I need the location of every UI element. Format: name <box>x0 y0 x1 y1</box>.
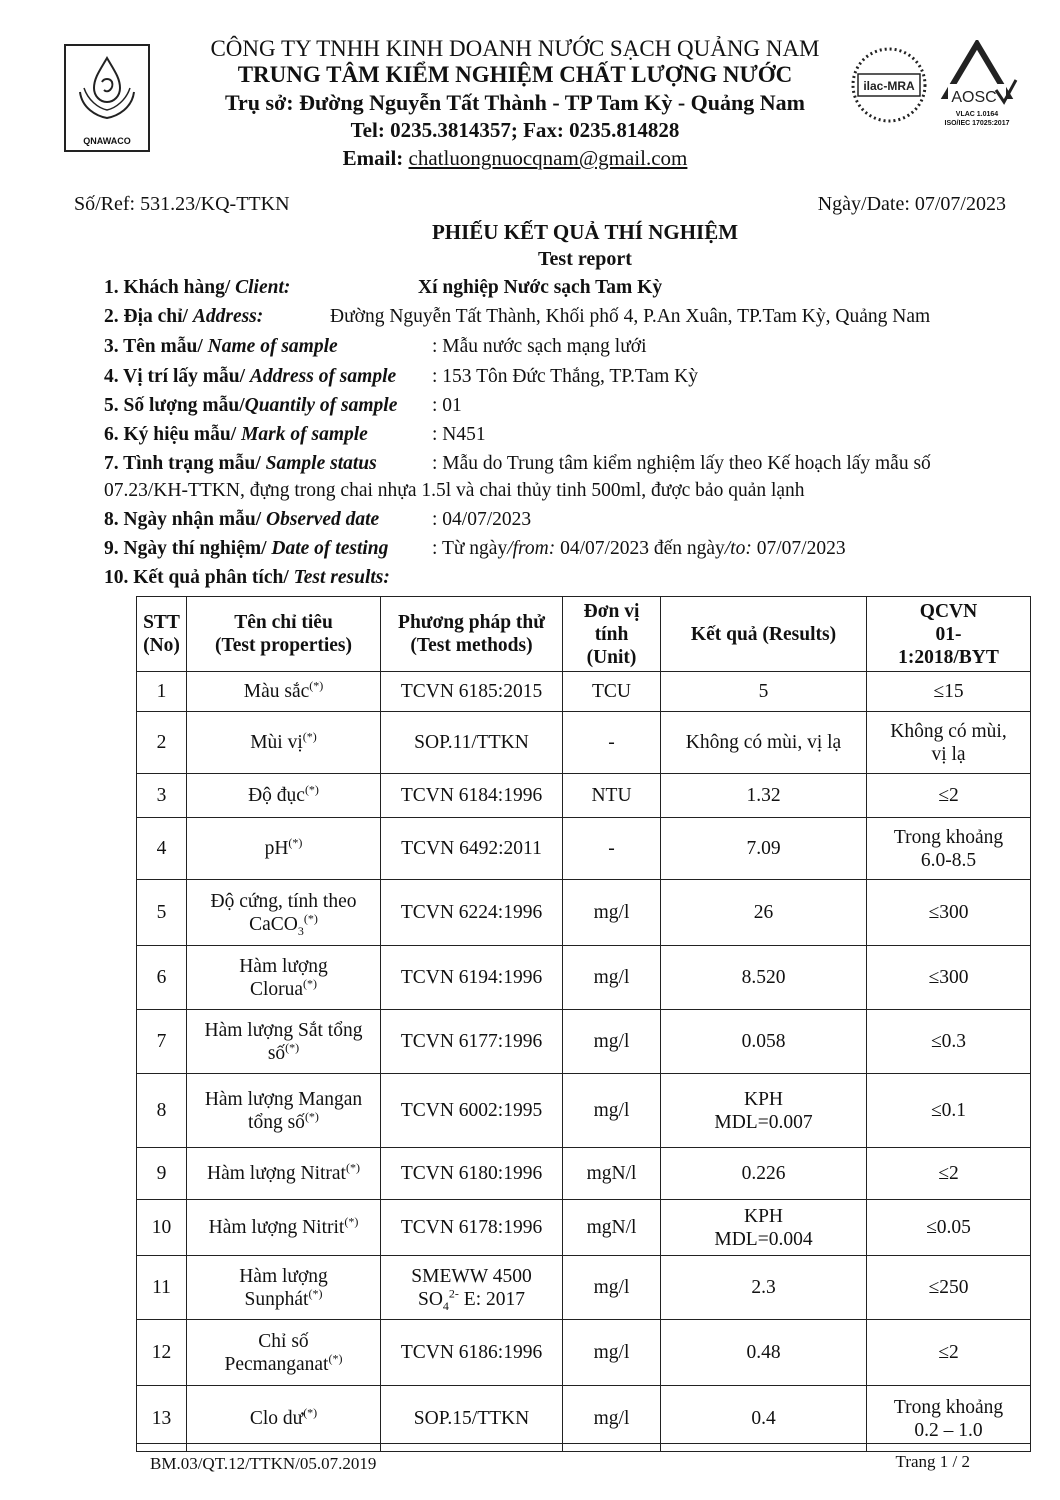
cell-result <box>661 1320 867 1386</box>
sample-status-value-line2: 07.23/KH-TTKN, đựng trong chai nhựa 1.5l và chai thủy tinh 500ml, được bảo quản lạnh <box>104 480 805 501</box>
cell-text: Hàm lượng Mangan <box>204 1088 363 1110</box>
report-title: PHIẾU KẾT QUẢ THÍ NGHIỆM <box>431 220 739 244</box>
aosc-vlac-number: VLAC 1.0164 <box>955 111 999 118</box>
sample-status-label: 7. Tình trạng mẫu/ Sample status <box>104 453 377 474</box>
cell-text: ≤0.3 <box>930 1031 967 1052</box>
cell-text: Clorua <box>249 978 304 1000</box>
cell-method <box>381 1320 563 1386</box>
col-header-property: Tên chỉ tiêu (Test properties) <box>187 597 381 672</box>
cell-method <box>381 1200 563 1256</box>
logo-caption: QNAWACO <box>83 136 131 146</box>
cell-result <box>661 1074 867 1148</box>
aosc-accreditation <box>934 110 1020 128</box>
cell-result <box>661 1386 867 1452</box>
cell-standard-limit <box>867 672 1031 712</box>
cell-text: 2 <box>156 732 167 753</box>
cell-text: Độ cứng, tính theo <box>210 890 357 912</box>
cell-no <box>137 1386 187 1452</box>
sample-name-row <box>104 336 338 358</box>
cell-method <box>381 1148 563 1200</box>
table-row <box>137 712 1031 774</box>
cell-no <box>137 712 187 774</box>
cell-text: ≤300 <box>928 902 969 923</box>
accredited-marker: (*) <box>285 1040 300 1054</box>
cell-text: Hàm lượng <box>239 955 328 977</box>
cell-text: Mùi vị <box>250 732 303 753</box>
aosc-triangle-icon <box>934 40 1020 110</box>
cell-text: mg/l <box>593 1277 630 1298</box>
cell-text: TCVN 6185:2015 <box>400 681 543 702</box>
cell-text: KPH <box>743 1205 783 1227</box>
accredited-marker: (*) <box>303 1405 318 1420</box>
form-code: BM.03/QT.12/TTKN/05.07.2019 <box>150 1454 377 1473</box>
cell-text: 7.09 <box>746 838 781 859</box>
col-header-unit: Đơn vị tính (Unit) <box>563 597 661 672</box>
table-row <box>137 1074 1031 1148</box>
aosc-logo <box>934 40 1020 132</box>
cell-text: 6 <box>156 967 167 988</box>
table-row <box>137 1386 1031 1452</box>
sample-quantity-value: : 01 <box>432 395 462 416</box>
cell-text: 12 <box>151 1342 172 1363</box>
cell-property <box>187 1200 381 1256</box>
table-row <box>137 1256 1031 1320</box>
cell-text: ≤2 <box>938 785 959 806</box>
cell-text: mgN/l <box>586 1217 637 1238</box>
col-header-no: STT (No) <box>137 597 187 672</box>
sample-mark-label: 6. Ký hiệu mẫu/ Mark of sample <box>104 424 368 445</box>
accredited-marker: (*) <box>328 1351 343 1365</box>
aosc-text: AOSC <box>951 89 997 106</box>
cell-property <box>187 1386 381 1452</box>
accredited-marker: (*) <box>344 1214 359 1229</box>
cell-unit <box>563 1148 661 1200</box>
table-row <box>137 672 1031 712</box>
cell-text: MDL=0.007 <box>714 1111 813 1133</box>
cell-unit <box>563 946 661 1010</box>
cell-result <box>661 880 867 946</box>
cell-text: mgN/l <box>586 1163 637 1184</box>
cell-standard-limit <box>867 1320 1031 1386</box>
cell-text: SMEWW 4500 <box>411 1265 532 1287</box>
cell-text: ≤300 <box>928 967 969 988</box>
company-phone: Tel: 0235.3814357; Fax: 0235.814828 <box>350 118 680 142</box>
cell-standard-limit <box>867 774 1031 818</box>
cell-text: mg/l <box>593 902 630 923</box>
cell-property <box>187 1256 381 1320</box>
cell-property <box>187 880 381 946</box>
company-address: Trụ sở: Đường Nguyễn Tất Thành - TP Tam Kỳ - Quảng Nam <box>225 90 805 115</box>
test-results-label: 10. Kết quả phân tích/ Test results: <box>104 567 390 588</box>
company-name: CÔNG TY TNHH KINH DOANH NƯỚC SẠCH QUẢNG NAM <box>210 36 820 61</box>
cell-text: 0.058 <box>741 1031 786 1052</box>
cell-method <box>381 774 563 818</box>
sample-quantity-row <box>104 395 397 417</box>
table-row <box>137 1200 1031 1256</box>
water-drop-hands-icon <box>72 52 142 132</box>
cell-method <box>381 1074 563 1148</box>
cell-text: TCVN 6184:1996 <box>400 785 543 806</box>
sample-mark-value: : N451 <box>432 424 486 445</box>
cell-text: SO <box>417 1288 443 1310</box>
reference-number: Số/Ref: 531.23/KQ-TTKN <box>74 193 290 215</box>
cell-text: TCVN 6492:2011 <box>401 838 542 859</box>
cell-text: mg/l <box>593 1408 630 1429</box>
accredited-marker: (*) <box>309 678 324 693</box>
cell-method <box>381 1386 563 1452</box>
cell-property <box>187 946 381 1010</box>
table-row <box>137 818 1031 880</box>
cell-text: Độ đục <box>248 785 305 806</box>
cell-no <box>137 774 187 818</box>
results-table <box>136 596 1031 1452</box>
cell-no <box>137 946 187 1010</box>
cell-standard-limit <box>867 1074 1031 1148</box>
cell-property <box>187 1320 381 1386</box>
center-name: TRUNG TÂM KIỂM NGHIỆM CHẤT LƯỢNG NƯỚC <box>237 62 793 87</box>
cell-unit <box>563 712 661 774</box>
cell-standard-limit <box>867 1200 1031 1256</box>
cell-text: TCVN 6178:1996 <box>400 1217 543 1238</box>
cell-text: TCVN 6186:1996 <box>400 1342 543 1363</box>
cell-unit <box>563 1074 661 1148</box>
cell-text: ≤2 <box>938 1163 959 1184</box>
sample-location-value: : 153 Tôn Đức Thắng, TP.Tam Kỳ <box>432 366 698 387</box>
cell-result <box>661 818 867 880</box>
client-label: 1. Khách hàng/ Client: <box>104 277 291 298</box>
cell-text: Hàm lượng Nitrat <box>207 1163 346 1184</box>
cell-unit <box>563 1256 661 1320</box>
cell-unit <box>563 1386 661 1452</box>
cell-text: 1 <box>156 681 167 702</box>
cell-text: Hàm lượng <box>239 1265 328 1287</box>
cell-text: 6.0-8.5 <box>920 849 977 871</box>
cell-property <box>187 1010 381 1074</box>
cell-method <box>381 880 563 946</box>
cell-text: 5 <box>156 902 167 923</box>
cell-text: SOP.15/TTKN <box>413 1408 530 1429</box>
cell-method <box>381 1256 563 1320</box>
cell-text: 26 <box>753 902 774 923</box>
sample-location-label: 4. Vị trí lấy mẫu/ Address of sample <box>104 366 397 387</box>
cell-no <box>137 880 187 946</box>
cell-text: ≤250 <box>928 1277 969 1298</box>
cell-text: ≤0.05 <box>926 1217 971 1238</box>
cell-text: ≤2 <box>938 1342 959 1363</box>
cell-result <box>661 1256 867 1320</box>
cell-text: 7 <box>156 1031 167 1052</box>
cell-property <box>187 712 381 774</box>
cell-text: Clo dư <box>249 1408 304 1429</box>
superscript: 2- <box>448 1286 459 1300</box>
cell-text: Pecmanganat <box>224 1353 329 1375</box>
cell-text: mg/l <box>593 1342 630 1363</box>
cell-text: Hàm lượng Sắt tổng <box>204 1019 363 1041</box>
cell-text: TCVN 6180:1996 <box>400 1163 543 1184</box>
cell-property <box>187 672 381 712</box>
cell-text: 11 <box>152 1277 171 1298</box>
cell-text: ≤0.1 <box>930 1100 967 1121</box>
cell-standard-limit <box>867 818 1031 880</box>
client-row <box>104 277 290 299</box>
table-row <box>137 1010 1031 1074</box>
aosc-iso-standard: ISO/IEC 17025:2017 <box>944 120 1010 127</box>
cell-unit <box>563 818 661 880</box>
sample-name-label: 3. Tên mẫu/ Name of sample <box>104 336 338 357</box>
cell-text: số <box>267 1042 286 1064</box>
cell-property <box>187 818 381 880</box>
cell-method <box>381 818 563 880</box>
cell-no <box>137 818 187 880</box>
cell-unit <box>563 880 661 946</box>
cell-standard-limit <box>867 1386 1031 1452</box>
address-label: 2. Địa chỉ/ Address: <box>104 306 264 327</box>
sample-location-row <box>104 366 396 388</box>
cell-text: E: 2017 <box>458 1288 526 1310</box>
accredited-marker: (*) <box>303 911 318 925</box>
results-body <box>137 672 1031 1452</box>
cell-text: Hàm lượng Nitrit <box>208 1217 345 1238</box>
cell-standard-limit <box>867 946 1031 1010</box>
cell-result <box>661 1148 867 1200</box>
cell-unit <box>563 672 661 712</box>
cell-text: 3 <box>156 785 167 806</box>
cell-text: 10 <box>151 1217 172 1238</box>
table-row <box>137 774 1031 818</box>
email-label: Email: <box>342 146 409 170</box>
cell-unit <box>563 774 661 818</box>
cell-text: 8 <box>156 1100 167 1121</box>
cell-method <box>381 672 563 712</box>
ilac-mra-seal-icon <box>848 44 930 126</box>
accredited-marker: (*) <box>304 782 319 797</box>
report-date: Ngày/Date: 07/07/2023 <box>817 193 1006 215</box>
testing-date-value: : Từ ngày/from: 04/07/2023 đến ngày/to: 07/07/2023 <box>432 538 846 559</box>
observed-date-label: 8. Ngày nhận mẫu/ Observed date <box>104 509 380 530</box>
col-header-standard: QCVN 01- 1:2018/BYT <box>867 597 1031 672</box>
cell-text: 13 <box>151 1408 172 1429</box>
cell-text: Màu sắc <box>243 681 310 702</box>
sample-mark-row <box>104 424 368 446</box>
cell-text: TCVN 6224:1996 <box>400 902 543 923</box>
observed-date-value: : 04/07/2023 <box>432 509 532 530</box>
sample-status-value-line1: : Mẫu do Trung tâm kiểm nghiệm lấy theo Kế hoạch lấy mẫu số <box>432 453 931 474</box>
cell-text: 0.226 <box>741 1163 786 1184</box>
cell-method <box>381 1010 563 1074</box>
table-row <box>137 1148 1031 1200</box>
cell-property <box>187 1148 381 1200</box>
address-value: Đường Nguyễn Tất Thành, Khối phố 4, P.An Xuân, TP.Tam Kỳ, Quảng Nam <box>330 306 931 327</box>
cell-text: 1.32 <box>746 785 781 806</box>
ilac-text: ilac-MRA <box>863 79 915 93</box>
cell-no <box>137 1256 187 1320</box>
cell-text: mg/l <box>593 967 630 988</box>
cell-text: TCVN 6177:1996 <box>400 1031 543 1052</box>
cell-text: Sunphát <box>244 1288 309 1310</box>
table-row <box>137 1320 1031 1386</box>
address-row <box>104 306 263 328</box>
cell-text: mg/l <box>593 1100 630 1121</box>
accredited-marker: (*) <box>303 976 318 990</box>
page-number: Trang 1 / 2 <box>895 1452 970 1471</box>
cell-text: Chỉ số <box>258 1330 309 1352</box>
cell-no <box>137 672 187 712</box>
cell-standard-limit <box>867 1148 1031 1200</box>
col-header-result: Kết quả (Results) <box>661 597 867 672</box>
sample-name-value: : Mẫu nước sạch mạng lưới <box>432 336 647 357</box>
footer-divider <box>136 1443 1030 1444</box>
cell-text: 8.520 <box>741 967 786 988</box>
test-results-heading <box>104 567 390 589</box>
cell-text: 4 <box>156 838 167 859</box>
cell-text: NTU <box>591 785 632 806</box>
company-email <box>150 146 880 171</box>
cell-no <box>137 1010 187 1074</box>
cell-property <box>187 774 381 818</box>
email-link[interactable]: chatluongnuocqnam@gmail.com <box>408 146 688 170</box>
cell-unit <box>563 1320 661 1386</box>
cell-no <box>137 1074 187 1148</box>
testing-date-row <box>104 538 388 560</box>
cell-result <box>661 712 867 774</box>
cell-result <box>661 1010 867 1074</box>
table-header-row <box>137 597 1031 672</box>
cell-no <box>137 1320 187 1386</box>
client-value: Xí nghiệp Nước sạch Tam Kỳ <box>418 277 663 298</box>
cell-result <box>661 946 867 1010</box>
cell-text: - <box>608 838 615 859</box>
cell-text: TCVN 6002:1995 <box>400 1100 543 1121</box>
subscript: 4 <box>442 1298 449 1313</box>
cell-text: TCVN 6194:1996 <box>400 967 543 988</box>
table-row <box>137 880 1031 946</box>
subscript: 3 <box>297 923 304 938</box>
cell-text: KPH <box>743 1088 783 1110</box>
ilac-mra-logo <box>848 44 930 126</box>
cell-text: pH <box>264 838 289 859</box>
cell-standard-limit <box>867 1010 1031 1074</box>
cell-unit <box>563 1010 661 1074</box>
cell-text: Trong khoảng <box>893 1396 1004 1418</box>
report-subtitle: Test report <box>538 248 632 270</box>
accredited-marker: (*) <box>288 835 303 850</box>
cell-standard-limit <box>867 712 1031 774</box>
col-header-method: Phương pháp thử (Test methods) <box>381 597 563 672</box>
cell-property <box>187 1074 381 1148</box>
cell-standard-limit <box>867 1256 1031 1320</box>
company-logo <box>64 44 150 152</box>
observed-date-row <box>104 509 379 531</box>
cell-no <box>137 1200 187 1256</box>
cell-text: 0.48 <box>746 1342 781 1363</box>
cell-text: SOP.11/TTKN <box>414 732 529 753</box>
table-row <box>137 946 1031 1010</box>
testing-date-label: 9. Ngày thí nghiệm/ Date of testing <box>104 538 389 559</box>
cell-method <box>381 712 563 774</box>
cell-text: vị lạ <box>931 743 966 765</box>
cell-text: 2.3 <box>751 1277 776 1298</box>
cell-text: Không có mùi, <box>890 720 1007 742</box>
cell-text: - <box>608 732 615 753</box>
cell-text: tổng số <box>248 1111 305 1133</box>
cell-text: CaCO <box>249 913 298 935</box>
cell-result <box>661 672 867 712</box>
cell-text: Trong khoảng <box>893 826 1004 848</box>
accredited-marker: (*) <box>304 1109 319 1123</box>
cell-text: 0.2 – 1.0 <box>914 1419 983 1441</box>
cell-text: 9 <box>156 1163 167 1184</box>
cell-text: TCU <box>592 681 631 702</box>
accredited-marker: (*) <box>302 729 317 744</box>
cell-text: ≤15 <box>933 681 964 702</box>
cell-result <box>661 774 867 818</box>
sample-status-row <box>104 453 377 475</box>
accredited-marker: (*) <box>308 1286 323 1300</box>
cell-unit <box>563 1200 661 1256</box>
cell-text: MDL=0.004 <box>714 1228 813 1250</box>
cell-text: 0.4 <box>751 1408 776 1429</box>
accredited-marker: (*) <box>345 1160 360 1175</box>
cell-standard-limit <box>867 880 1031 946</box>
cell-result <box>661 1200 867 1256</box>
cell-text: mg/l <box>593 1031 630 1052</box>
sample-quantity-label: 5. Số lượng mẫu/Quantily of sample <box>104 395 398 416</box>
cell-text: 5 <box>758 681 769 702</box>
cell-text: Không có mùi, vị lạ <box>685 732 842 753</box>
cell-no <box>137 1148 187 1200</box>
cell-method <box>381 946 563 1010</box>
